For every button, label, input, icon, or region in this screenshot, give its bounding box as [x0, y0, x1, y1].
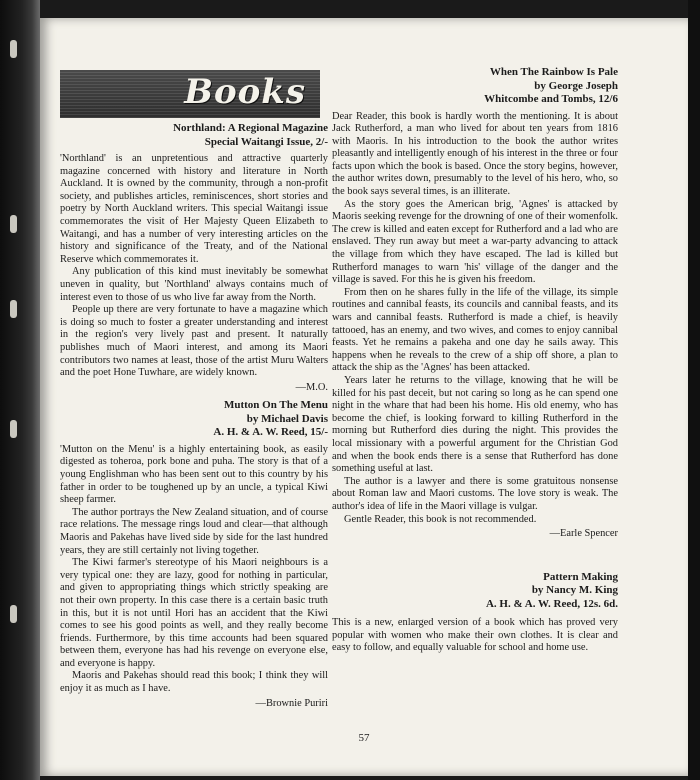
review-title: Pattern Making	[543, 570, 618, 583]
review-publisher: Whitcombe and Tombs, 12/6	[484, 93, 618, 105]
review-signature: —Brownie Puriri	[255, 697, 328, 709]
review-signature: —M.O.	[295, 381, 328, 393]
review-heading-mutton	[60, 399, 328, 440]
review-signature: —Earle Spencer	[549, 528, 618, 540]
review-paragraph: This is a new, enlarged version of a book which has proved very popular with women who make their own clothes. It is clear and easy to follow, and equally valuable for school and home use.	[332, 617, 618, 654]
binding-hole	[10, 215, 17, 233]
book-spine	[0, 0, 40, 780]
review-paragraph: 'Mutton on the Menu' is a highly entertaining book, as easily digested as toheroa, pork bone and puha. The story is that of a young Englishman who has been sent out to this country by his father in order to be toughened up by an uncle, a typical Kiwi sheep farmer.	[60, 443, 328, 506]
review-title: Mutton On The Menu	[223, 399, 328, 412]
review-paragraph: Dear Reader, this book is hardly worth the mentioning. It is about Jack Rutherford, a man who lived for about ten years from 1816 with Maoris. In his introduction to the book the author writes pleasantly and intelligently enough of his interest in the three or four facts upon which the book is based. Once the story begins, however, the author writes down, presumably to the level of his hero, who, so the book says several times, is an illiterate.	[332, 110, 618, 198]
binding-hole	[10, 40, 17, 58]
review-paragraph: People up there are very fortunate to have a magazine which is doing so much to foster a greater understanding and interest in the region's very lively past and present. It naturally publishes much of Maori interest, and among its Maori contributors two names at least, those of the artist Muru Walters and the poet Hone Tuwhare, are widely known.	[60, 304, 328, 379]
review-publisher: A. H. & A. W. Reed, 12s. 6d.	[485, 597, 618, 610]
review-paragraph: 'Northland' is an unpretentious and attractive quarterly magazine concerned with history and literature in North Auckland. It is owned by the community, through a non-profit society, and publishes articles, reminiscences, short stories and poetry by North Auckland writers. This special Waitangi issue commemorates the visit of Her Majesty Queen Elizabeth to Waitangi, and has a number of very interesting articles on the history and significance of the Treaty, and of the National Reserve which commemorates it.	[60, 153, 328, 265]
section-masthead	[60, 70, 320, 118]
review-title: Northland: A Regional Magazine	[173, 122, 328, 134]
review-heading-rainbow	[332, 66, 618, 107]
review-body-pattern	[332, 617, 618, 655]
review-paragraph: The Kiwi farmer's stereotype of his Maori neighbours is a very typical one: they are lazy, good for nothing in particular, and given to appropriating things which strictly speaking are not their own property. In this case there is a certain basic truth in this, but it is not until Hori has an accident that the Kiwi comes to see his good points as well, and they really become friends. Furthermore, by this time accounts had been squared between them, everyone has had his revenge on everyone else, and everyone is happy.	[60, 557, 328, 669]
review-publisher: A. H. & A. W. Reed, 15/-	[213, 426, 328, 439]
review-subtitle: Special Waitangi Issue, 2/-	[204, 135, 328, 148]
review-paragraph: Gentle Reader, this book is not recommended.	[344, 513, 537, 525]
review-body-northland	[60, 153, 328, 380]
review-paragraph: The author is a lawyer and there is some gratuitous nonsense about Roman law and Maori customs. The love story is weak. The author's idea of life in the Maori village is vulgar.	[332, 475, 618, 512]
section-title: Books	[184, 72, 306, 112]
binding-hole	[10, 300, 17, 318]
magazine-page	[40, 18, 688, 776]
review-title: When The Rainbow Is Pale	[489, 66, 618, 78]
review-author: by Michael Davis	[246, 412, 328, 425]
review-paragraph: From then on he shares fully in the life of the village, its simple routines and cannibal feasts, its councils and cannibal feasts, and its wars and cannibal feasts. Rutherford is made a chief, is heavily tattooed, has an enemy, and two wives, and comes to enjoy cannibal feasts. Yet he remains a pakeha and one day he sails away. This happens when he reveals to the crew of a ship off shore, a plan to attack the ship as the 'Agnes' has been attacked.	[332, 286, 618, 374]
review-paragraph: As the story goes the American brig, 'Agnes' is attacked by Maoris seeking revenge for the drowning of one of their womenfolk. The crew is killed and eaten except for Rutherford and a lad who are enslaved. They run away but meet a war-party advancing to attack the village from which they have escaped. The lad is killed but Rutherford manages to warn 'his' village of the danger and the village is saved. For this he is given his freedom.	[332, 198, 618, 286]
left-column	[60, 122, 328, 710]
review-heading-pattern	[332, 571, 618, 612]
review-body-rainbow	[332, 111, 618, 527]
binding-hole	[10, 420, 17, 438]
page-number: 57	[358, 732, 370, 744]
binding-hole	[10, 605, 17, 623]
right-column	[332, 66, 618, 655]
page-edge-shadow	[688, 0, 700, 780]
review-paragraph: Maoris and Pakehas should read this book; I think they will enjoy it as much as I have.	[60, 670, 328, 695]
review-heading-northland	[60, 122, 328, 149]
review-author: by Nancy M. King	[531, 584, 618, 597]
review-body-mutton	[60, 444, 328, 696]
review-author: by George Joseph	[534, 79, 618, 92]
review-paragraph: Any publication of this kind must inevitably be somewhat uneven in quality, but 'Northland' always contains much of interest even to those of us who live far away from the North.	[60, 266, 328, 303]
review-paragraph: The author portrays the New Zealand situation, and of course race relations. The message rings loud and clear—that although Maoris and Pakehas have lived side by side for the last hundred years, they are still certainly not living together.	[60, 506, 328, 556]
review-paragraph: Years later he returns to the village, knowing that he will be killed for his past deceit, but not caring so long as he can spend one night in the whare that had been his home. His old enemy, who has become the chief, is looking forward to killing Rutherford in the morning but Rutherford dies during the night. This provides the local missionary with a powerful argument for the Christian God and when the book ends there is a sense that Rutherford has done something useful at last.	[332, 374, 618, 475]
